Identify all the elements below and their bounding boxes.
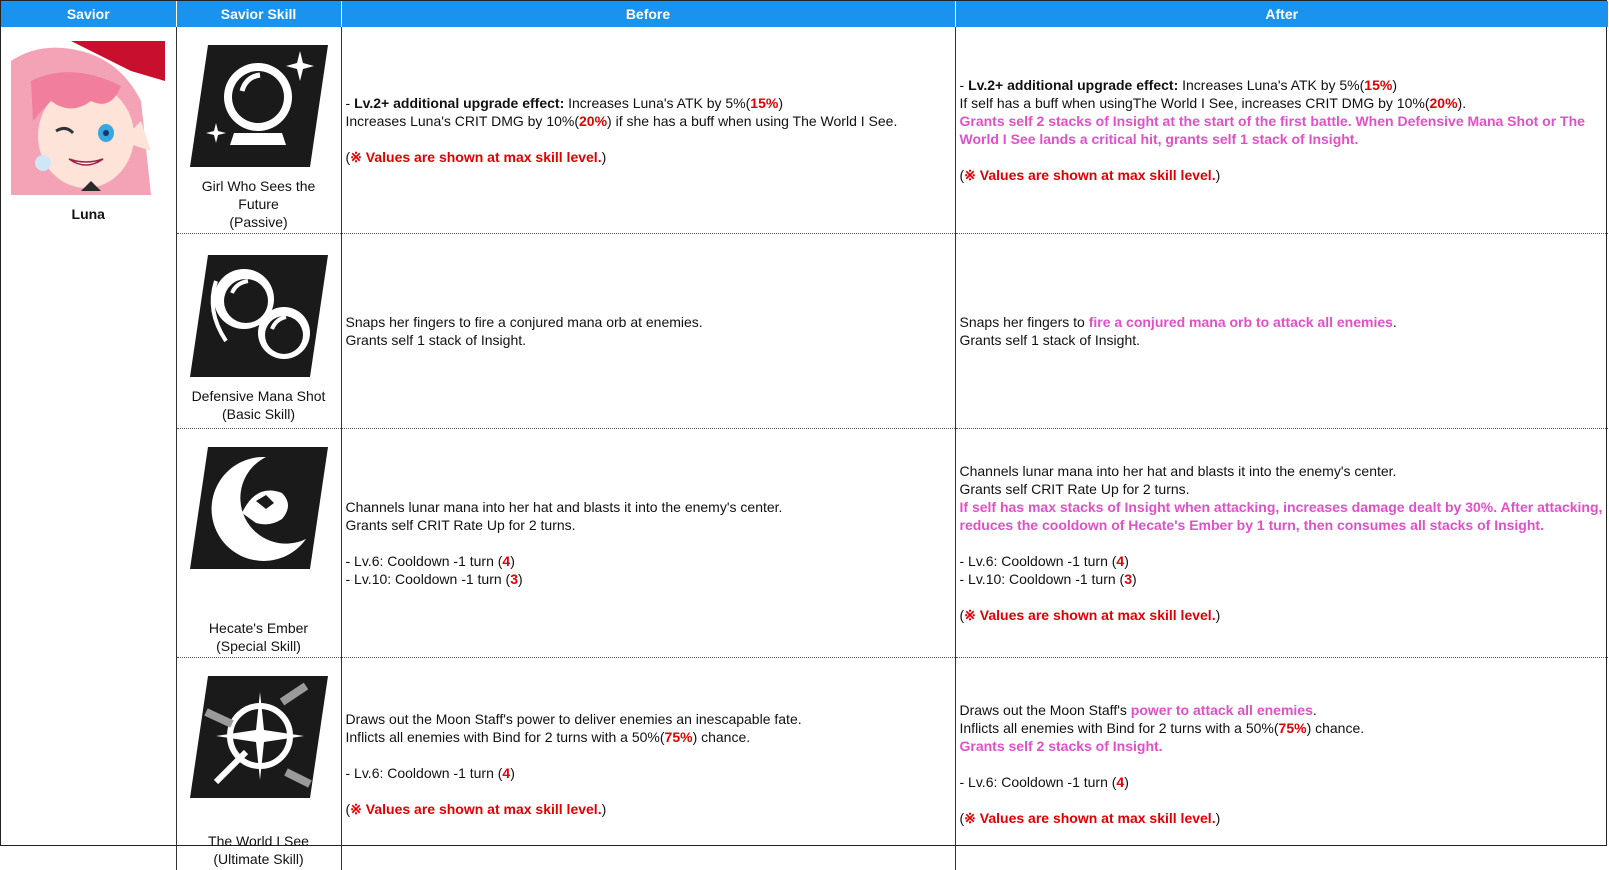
skill-type-basic: (Basic Skill) — [179, 405, 339, 423]
desc-line1-start: Snaps her fingers to — [960, 314, 1089, 330]
skill-comparison-table — [1, 1, 1608, 870]
bind-chance-value: 75% — [665, 729, 693, 745]
desc-line2-end: ) chance. — [1307, 720, 1365, 736]
changed-text: power to attack all enemies — [1131, 702, 1313, 718]
skill-name-special: Hecate's Ember — [179, 619, 339, 637]
note-open: ( — [960, 607, 965, 623]
cooldown-lv6: - Lv.6: Cooldown -1 turn ( — [346, 553, 503, 569]
desc-line1-end: . — [1393, 314, 1397, 330]
moon-staff-icon — [186, 672, 332, 802]
desc-line2-end: ) chance. — [693, 729, 751, 745]
skill-type-passive: (Passive) — [179, 213, 339, 231]
desc-line2: Inflicts all enemies with Bind for 2 turns with a 50%( — [346, 729, 665, 745]
desc-line2: Grants self CRIT Rate Up for 2 turns. — [960, 480, 1605, 498]
skill-type-special: (Special Skill) — [179, 637, 339, 655]
skill-cell-special — [176, 429, 341, 658]
desc-line1: Channels lunar mana into her hat and blasts it into the enemy's center. — [346, 498, 951, 516]
cooldown-lv6-value: 4 — [1116, 774, 1124, 790]
desc-line1: Channels lunar mana into her hat and blasts it into the enemy's center. — [960, 462, 1605, 480]
skill-name-basic: Defensive Mana Shot — [179, 387, 339, 405]
new-effect-text: Grants self 2 stacks of Insight. — [960, 737, 1605, 755]
skill-cell-basic — [176, 234, 341, 429]
max-level-note: ※ Values are shown at max skill level. — [350, 149, 601, 165]
note-open: ( — [346, 801, 351, 817]
after-ultimate: Draws out the Moon Staff's power to attack all enemies. Inflicts all enemies with Bind for 2 turns with a 50%(75%) chance. Grants self 2 stacks of Insight. - Lv.6: Cooldown -1 turn (4) (※ Values are shown at max skill level.) — [955, 658, 1608, 870]
crit-text: Increases Luna's CRIT DMG by 10%( — [346, 113, 580, 129]
crit-value: 20% — [1430, 95, 1458, 111]
cooldown-lv6-value: 4 — [502, 553, 510, 569]
note-close: ) — [602, 149, 607, 165]
skill-cell-passive — [176, 27, 341, 234]
note-close: ) — [1216, 607, 1221, 623]
max-level-note: ※ Values are shown at max skill level. — [964, 607, 1215, 623]
desc-line1: Snaps her fingers to fire a conjured mana orb at enemies. — [346, 313, 951, 331]
header-before: Before — [341, 1, 955, 27]
cooldown-lv10-value: 3 — [1124, 571, 1132, 587]
skill-row-passive — [1, 27, 1608, 234]
note-open: ( — [346, 149, 351, 165]
savior-name: Luna — [1, 205, 176, 223]
max-level-note: ※ Values are shown at max skill level. — [350, 801, 601, 817]
note-close: ) — [602, 801, 607, 817]
desc-line1: Draws out the Moon Staff's power to deliver enemies an inescapable fate. — [346, 710, 951, 728]
crystal-ball-icon — [186, 41, 332, 171]
new-effect-text: Grants self 2 stacks of Insight at the start of the first battle. When Defensive Mana Shot or The World I See lands a critical hit, grants self 1 stack of Insight. — [960, 112, 1605, 148]
bind-chance-value: 75% — [1279, 720, 1307, 736]
header-row — [1, 1, 1608, 27]
skill-cell-ultimate — [176, 658, 341, 870]
cooldown-lv6-value: 4 — [1116, 553, 1124, 569]
before-special: Channels lunar mana into her hat and blasts it into the enemy's center. Grants self CRIT Rate Up for 2 turns. - Lv.6: Cooldown -1 turn (4) - Lv.10: Cooldown -1 turn (3) — [341, 429, 955, 658]
cooldown-lv10: - Lv.10: Cooldown -1 turn ( — [346, 571, 511, 587]
before-ultimate: Draws out the Moon Staff's power to deliver enemies an inescapable fate. Inflicts all enemies with Bind for 2 turns with a 50%(75%) chance. - Lv.6: Cooldown -1 turn (4) (※ Values are shown at max skill level.) — [341, 658, 955, 870]
desc-line1-end: . — [1313, 702, 1317, 718]
skill-row-special — [1, 429, 1608, 658]
before-basic — [341, 234, 955, 429]
new-effect-text: If self has max stacks of Insight when attacking, increases damage dealt by 30%. After attacking, reduces the cooldown of Hecate's Ember by 1 turn, then consumes all stacks of Insight. — [960, 498, 1605, 534]
atk-value: 15% — [1364, 77, 1392, 93]
cooldown-lv6-value: 4 — [502, 765, 510, 781]
crit-text-end: ). — [1458, 95, 1467, 111]
desc-line2: Grants self 1 stack of Insight. — [960, 331, 1605, 349]
before-passive: - Lv.2+ additional upgrade effect: Increases Luna's ATK by 5%(15%) Increases Luna's CRIT DMG by 10%(20%) if she has a buff when using The World I See. (※ Values are shown at max skill level.) — [341, 27, 955, 234]
crit-value: 20% — [579, 113, 607, 129]
note-close: ) — [1216, 810, 1221, 826]
desc-line2: Inflicts all enemies with Bind for 2 turns with a 50%( — [960, 720, 1279, 736]
upgrade-label: Lv.2+ additional upgrade effect: — [354, 95, 564, 111]
skill-type-ultimate: (Ultimate Skill) — [179, 850, 339, 868]
crit-text-end: ) if she has a buff when using The World I See. — [607, 113, 897, 129]
atk-text: Increases Luna's ATK by 5%( — [1178, 77, 1364, 93]
luna-portrait — [11, 41, 165, 195]
desc-line2: Grants self 1 stack of Insight. — [346, 331, 951, 349]
note-close: ) — [1216, 167, 1221, 183]
skill-row-basic — [1, 234, 1608, 429]
cooldown-lv10: - Lv.10: Cooldown -1 turn ( — [960, 571, 1125, 587]
atk-text: Increases Luna's ATK by 5%( — [564, 95, 750, 111]
skill-name-passive: Girl Who Sees the — [179, 177, 339, 195]
note-open: ( — [960, 810, 965, 826]
header-savior-skill: Savior Skill — [176, 1, 341, 27]
cooldown-lv10-value: 3 — [510, 571, 518, 587]
skill-row-ultimate — [1, 658, 1608, 870]
after-basic — [955, 234, 1608, 429]
moon-hat-icon — [186, 443, 332, 573]
mana-orbs-icon — [186, 251, 332, 381]
skill-name-passive-line2: Future — [179, 195, 339, 213]
max-level-note: ※ Values are shown at max skill level. — [964, 810, 1215, 826]
header-after: After — [955, 1, 1608, 27]
cooldown-lv6: - Lv.6: Cooldown -1 turn ( — [346, 765, 503, 781]
desc-line2: Grants self CRIT Rate Up for 2 turns. — [346, 516, 951, 534]
desc-line1-start: Draws out the Moon Staff's — [960, 702, 1131, 718]
after-special: Channels lunar mana into her hat and blasts it into the enemy's center. Grants self CRIT Rate Up for 2 turns. If self has max stacks of Insight when attacking, increases damage dealt by 30%. After attacking, reduces the cooldown of Hecate's Ember by 1 turn, then consumes all stacks of Insight. - Lv.6: Cooldown -1 turn (4) - Lv.10: Cooldown -1 turn (3) (※ Values are shown at max skill level.) — [955, 429, 1608, 658]
crit-text: If self has a buff when usingThe World I See, increases CRIT DMG by 10%( — [960, 95, 1430, 111]
note-open: ( — [960, 167, 965, 183]
changed-text: fire a conjured mana orb to attack all enemies — [1089, 314, 1393, 330]
cooldown-lv6: - Lv.6: Cooldown -1 turn ( — [960, 774, 1117, 790]
upgrade-label: Lv.2+ additional upgrade effect: — [968, 77, 1178, 93]
header-savior: Savior — [1, 1, 176, 27]
after-passive: - Lv.2+ additional upgrade effect: Increases Luna's ATK by 5%(15%) If self has a buff when usingThe World I See, increases CRIT DMG by 10%(20%). Grants self 2 stacks of Insight at the start of the first battle. When Defensive Mana Shot or The World I See lands a critical hit, grants self 1 stack of Insight. (※ Values are shown at max skill level.) — [955, 27, 1608, 234]
max-level-note: ※ Values are shown at max skill level. — [964, 167, 1215, 183]
atk-value: 15% — [750, 95, 778, 111]
cooldown-lv6: - Lv.6: Cooldown -1 turn ( — [960, 553, 1117, 569]
savior-cell — [1, 27, 176, 870]
skill-name-ultimate: The World I See — [179, 832, 339, 850]
